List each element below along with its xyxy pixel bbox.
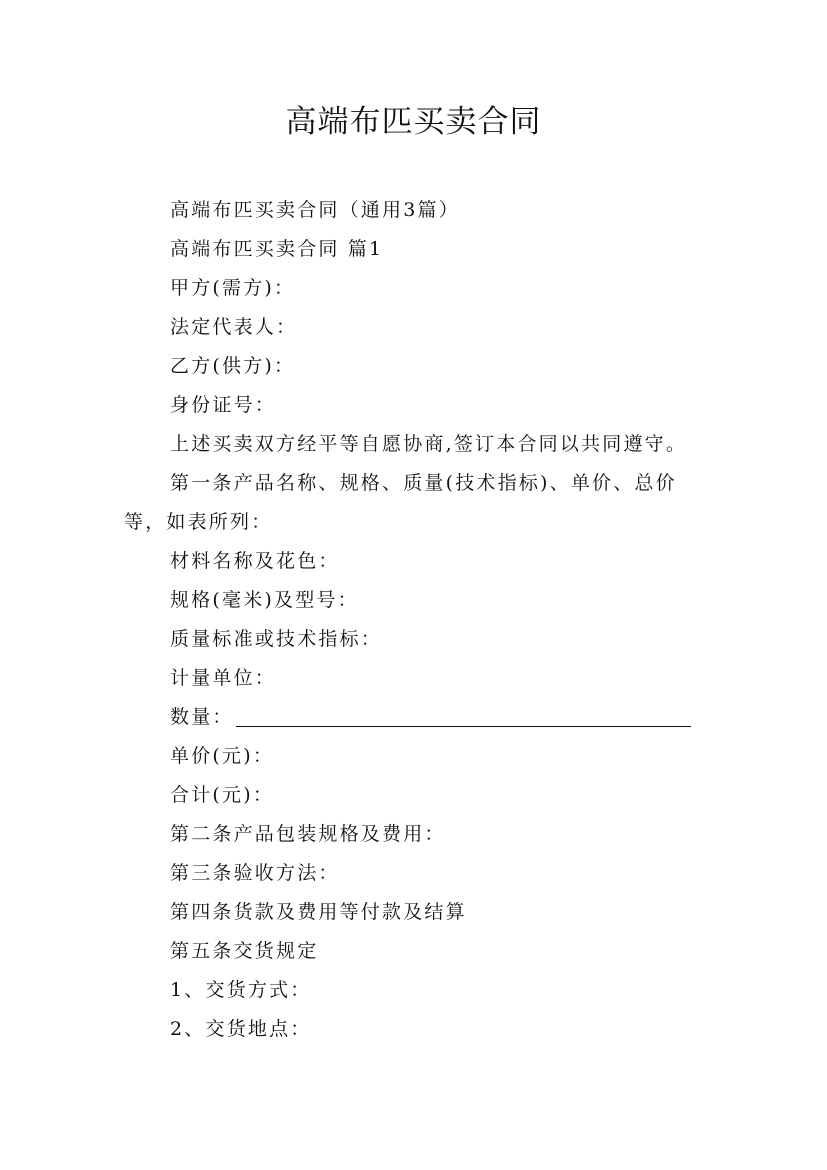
paragraph-article-5: 第五条交货规定 [170,940,319,962]
document-body [124,191,714,1049]
paragraph-quality-standard: 质量标准或技术指标： [170,628,383,650]
paragraph-id-number: 身份证号： [170,394,277,416]
paragraph-specification: 规格(毫米)及型号： [170,589,359,611]
paragraph-subtitle: 高端布匹买卖合同（通用3篇） [170,199,460,221]
paragraph-article-4: 第四条货款及费用等付款及结算 [170,901,467,923]
quantity-blank-line [236,706,691,727]
paragraph-party-b: 乙方(供方)： [170,355,296,377]
paragraph-agreement-intro: 上述买卖双方经平等自愿协商,签订本合同以共同遵守。 [170,433,688,455]
document-title: 高端布匹买卖合同 [285,104,542,140]
paragraph-article-1: 第一条产品名称、规格、质量(技术指标)、单价、总价等，如表所列： [124,472,677,533]
paragraph-quantity [124,698,714,737]
paragraph-delivery-method: 1、交货方式： [170,979,312,1001]
paragraph-delivery-location: 2、交货地点： [170,1018,312,1040]
paragraph-article-3: 第三条验收方法： [170,862,340,884]
paragraph-article-2: 第二条产品包装规格及费用： [170,823,446,845]
paragraph-material-name: 材料名称及花色： [170,550,340,572]
paragraph-section-heading: 高端布匹买卖合同 篇1 [170,238,384,260]
quantity-label: 数量： [170,706,234,728]
paragraph-legal-representative: 法定代表人： [170,316,298,338]
paragraph-party-a: 甲方(需方)： [170,277,296,299]
paragraph-total: 合计(元)： [170,784,275,806]
paragraph-unit: 计量单位： [170,667,277,689]
paragraph-unit-price: 单价(元)： [170,745,275,767]
